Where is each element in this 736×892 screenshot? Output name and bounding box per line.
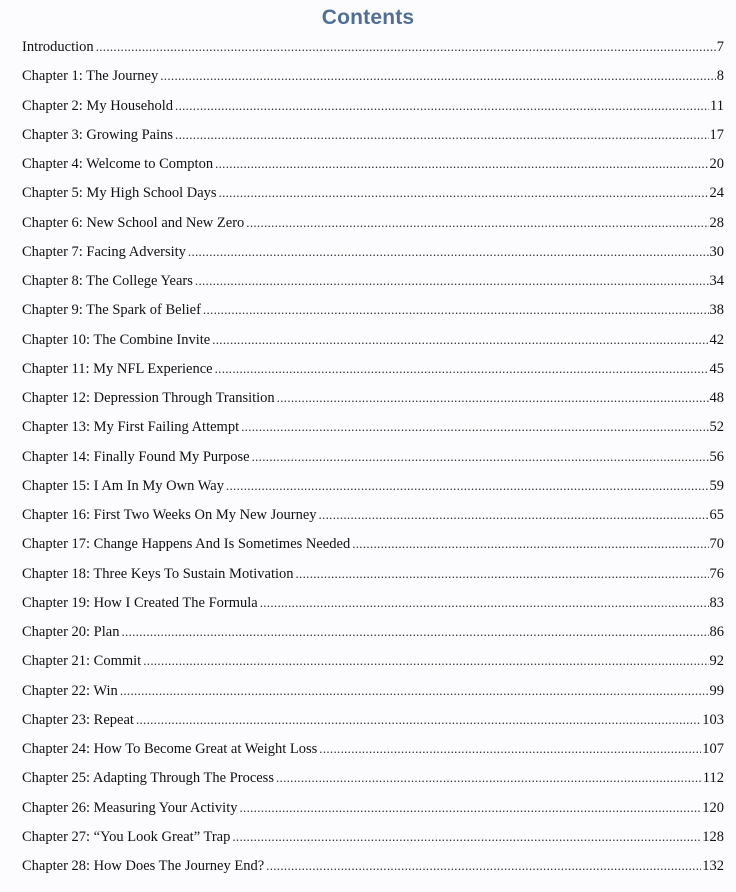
toc-entry-title: Chapter 19: How I Created The Formula: [22, 594, 258, 611]
toc-entry-page-number: 17: [709, 126, 724, 143]
toc-entry-page-number: 8: [716, 68, 724, 85]
toc-entry[interactable]: [22, 267, 724, 296]
toc-dot-leader: [143, 647, 708, 675]
toc-entry-page-number: 48: [709, 390, 724, 406]
toc-entry-page-number: 52: [709, 419, 724, 436]
toc-dot-leader: [188, 238, 709, 266]
toc-dot-leader: [252, 443, 709, 471]
toc-dot-leader: [215, 355, 709, 383]
toc-entry-page-number: 70: [709, 536, 724, 553]
toc-entry[interactable]: [22, 472, 724, 501]
toc-entry-title: Chapter 11: My NFL Experience: [22, 360, 213, 377]
toc-entry[interactable]: [22, 735, 724, 764]
toc-entry-page-number: 112: [702, 770, 724, 787]
toc-dot-leader: [241, 413, 708, 441]
toc-entry[interactable]: [22, 92, 724, 121]
toc-entry-title: Chapter 12: Depression Through Transition: [22, 390, 275, 406]
toc-dot-leader: [203, 296, 709, 324]
toc-entry-title: Chapter 8: The College Years: [22, 273, 193, 289]
toc-entry-title: Chapter 4: Welcome to Compton: [22, 156, 214, 172]
toc-entry[interactable]: [22, 764, 724, 793]
toc-entry[interactable]: [22, 647, 724, 676]
toc-entry-page-number: 34: [709, 273, 724, 289]
toc-entry[interactable]: [22, 326, 724, 355]
toc-dot-leader: [160, 62, 716, 90]
toc-entry-page-number: 7: [716, 39, 724, 55]
toc-entry-title: Chapter 22: Win: [22, 682, 118, 699]
toc-dot-leader: [175, 121, 708, 149]
toc-entry-page-number: 120: [702, 799, 724, 816]
toc-entry-title: Chapter 27: “You Look Great” Trap: [22, 828, 231, 845]
toc-entry[interactable]: [22, 706, 724, 735]
toc-entry-title: Chapter 13: My First Failing Attempt: [22, 419, 240, 436]
toc-dot-leader: [121, 618, 708, 646]
toc-entry-title: Chapter 20: Plan: [22, 624, 120, 640]
toc-entry-page-number: 42: [709, 331, 724, 348]
toc-dot-leader: [136, 706, 701, 734]
toc-dot-leader: [352, 530, 708, 558]
toc-entry-title: Chapter 10: The Combine Invite: [22, 331, 211, 348]
toc-entry[interactable]: [22, 823, 724, 852]
toc-entry-title: Chapter 9: The Spark of Belief: [22, 302, 201, 319]
toc-entry-title: Chapter 23: Repeat: [22, 711, 134, 728]
toc-entry[interactable]: [22, 530, 724, 559]
toc-entry-page-number: 103: [702, 711, 724, 728]
toc-entry-title: Chapter 21: Commit: [22, 653, 142, 670]
toc-entry[interactable]: [22, 62, 724, 91]
toc-entry[interactable]: [22, 589, 724, 618]
toc-entry-page-number: 83: [709, 594, 724, 611]
toc-entry-title: Chapter 25: Adapting Through The Process: [22, 770, 274, 787]
toc-entry[interactable]: [22, 121, 724, 150]
toc-dot-leader: [195, 267, 709, 295]
toc-entry-title: Chapter 2: My Household: [22, 97, 174, 114]
toc-dot-leader: [215, 150, 708, 178]
toc-entry-page-number: 30: [709, 243, 724, 260]
toc-entry-page-number: 59: [709, 477, 724, 494]
toc-entry-title: Chapter 17: Change Happens And Is Sometimes Needed: [22, 536, 351, 553]
toc-entry-page-number: 65: [709, 507, 724, 523]
toc-entry-title: Chapter 15: I Am In My Own Way: [22, 477, 224, 494]
toc-entry-title: Chapter 28: How Does The Journey End?: [22, 858, 265, 874]
toc-dot-leader: [239, 794, 701, 822]
toc-dot-leader: [319, 735, 701, 763]
toc-entry-title: Chapter 6: New School and New Zero: [22, 214, 245, 231]
toc-entry[interactable]: [22, 443, 724, 472]
toc-entry-page-number: 128: [702, 828, 724, 845]
toc-entry-page-number: 56: [709, 448, 724, 465]
toc-entry-title: Chapter 26: Measuring Your Activity: [22, 799, 238, 816]
toc-dot-leader: [319, 501, 709, 529]
toc-dot-leader: [246, 209, 708, 237]
toc-dot-leader: [296, 560, 709, 588]
toc-entry-page-number: 132: [702, 858, 724, 874]
toc-entry[interactable]: [22, 296, 724, 325]
toc-entry-title: Chapter 5: My High School Days: [22, 185, 217, 202]
toc-dot-leader: [175, 92, 709, 120]
toc-dot-leader: [276, 764, 702, 792]
toc-entry[interactable]: [22, 150, 724, 179]
toc-entry[interactable]: [22, 560, 724, 589]
toc-entry[interactable]: [22, 501, 724, 530]
toc-entry[interactable]: [22, 852, 724, 881]
toc-entry[interactable]: [22, 355, 724, 384]
toc-entry-page-number: 11: [710, 97, 724, 114]
page-title: Contents: [321, 6, 415, 29]
toc-entry-page-number: 45: [709, 360, 724, 377]
toc-dot-leader: [219, 179, 709, 207]
toc-entry[interactable]: [22, 209, 724, 238]
toc-entry-page-number: 99: [709, 682, 724, 699]
toc-entry[interactable]: [22, 384, 724, 413]
toc-dot-leader: [120, 677, 709, 705]
toc-entry[interactable]: [22, 413, 724, 442]
toc-entry-page-number: 28: [709, 214, 724, 231]
toc-entry[interactable]: [22, 33, 724, 62]
toc-entry-page-number: 24: [709, 185, 724, 202]
toc-entry-page-number: 20: [709, 156, 724, 172]
toc-entry-page-number: 76: [709, 565, 724, 582]
toc-entry-page-number: 92: [709, 653, 724, 670]
toc-entry-title: Chapter 18: Three Keys To Sustain Motivation: [22, 565, 294, 582]
toc-entry[interactable]: [22, 618, 724, 647]
toc-entry[interactable]: [22, 179, 724, 208]
toc-entry-title: Chapter 3: Growing Pains: [22, 126, 174, 143]
toc-entry-title: Chapter 1: The Journey: [22, 68, 159, 85]
toc-entry[interactable]: [22, 677, 724, 706]
toc-entry-title: Introduction: [22, 39, 94, 55]
toc-dot-leader: [232, 823, 701, 851]
toc-dot-leader: [212, 326, 708, 354]
toc-entry[interactable]: [22, 238, 724, 267]
toc-entry[interactable]: [22, 794, 724, 823]
toc-entry-page-number: 86: [709, 624, 724, 640]
table-of-contents: [22, 33, 724, 881]
toc-entry-title: Chapter 7: Facing Adversity: [22, 243, 186, 260]
toc-entry-title: Chapter 16: First Two Weeks On My New Journey: [22, 507, 317, 523]
toc-entry-page-number: 38: [709, 302, 724, 319]
toc-dot-leader: [260, 589, 709, 617]
toc-entry-page-number: 107: [702, 741, 724, 757]
toc-dot-leader: [226, 472, 709, 500]
toc-dot-leader: [266, 852, 701, 880]
toc-entry-title: Chapter 14: Finally Found My Purpose: [22, 448, 250, 465]
toc-dot-leader: [96, 33, 716, 61]
toc-entry-title: Chapter 24: How To Become Great at Weight Loss: [22, 741, 318, 757]
toc-dot-leader: [277, 384, 709, 412]
